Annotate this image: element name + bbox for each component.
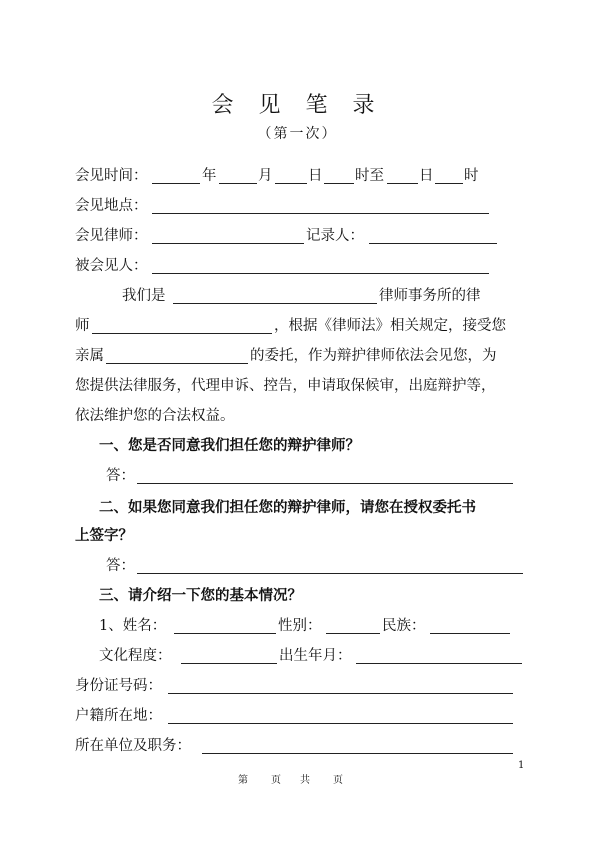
question-1: 一、您是否同意我们担任您的辩护律师？ xyxy=(99,437,360,454)
day-end-label: 日 xyxy=(419,168,434,184)
page-title: 会 见 笔 录 xyxy=(211,93,384,118)
meeting-place-label: 会见地点： xyxy=(75,198,148,214)
answer-2-label: 答： xyxy=(106,558,135,574)
interviewee-label: 被会见人： xyxy=(75,258,148,274)
day-end-blank[interactable] xyxy=(387,183,418,184)
lawyer-blank[interactable] xyxy=(152,243,304,244)
question-2-line2: 上签字？ xyxy=(75,527,133,544)
intro-line2-end: ，根据《律师法》相关规定，接受您 xyxy=(274,318,506,334)
intro-line1-start: 我们是 xyxy=(122,288,166,304)
intro-line2-start: 师 xyxy=(75,318,90,334)
month-blank[interactable] xyxy=(219,183,257,184)
intro-line4: 您提供法律服务，代理申诉、控告，申请取保候审，出庭辩护等， xyxy=(75,378,496,394)
education-label: 文化程度： xyxy=(99,648,172,664)
page-subtitle: （第一次） xyxy=(257,126,338,142)
gender-label: 性别： xyxy=(278,618,322,634)
id-number-label: 身份证号码： xyxy=(75,678,162,694)
answer-1-label: 答： xyxy=(106,468,135,484)
relative-blank[interactable] xyxy=(106,363,248,364)
gender-blank[interactable] xyxy=(326,633,380,634)
question-3: 三、请介绍一下您的基本情况？ xyxy=(99,587,302,604)
interviewee-blank[interactable] xyxy=(152,273,489,274)
month-label: 月 xyxy=(258,168,273,184)
year-blank[interactable] xyxy=(152,183,200,184)
intro-line1-end: 律师事务所的律 xyxy=(379,288,481,304)
footer-ye-1: 页 xyxy=(271,775,281,786)
meeting-place-blank[interactable] xyxy=(152,213,489,214)
intro-line5: 依法维护您的合法权益。 xyxy=(75,408,235,424)
lawyer-label: 会见律师： xyxy=(75,228,148,244)
lawyer-name-blank[interactable] xyxy=(92,333,272,334)
question-2-line1: 二、如果您同意我们担任您的辩护律师，请您在授权委托书 xyxy=(99,499,476,516)
day-blank[interactable] xyxy=(275,183,307,184)
footer-ye-2: 页 xyxy=(333,775,343,786)
recorder-label: 记录人： xyxy=(306,228,364,244)
name-label: 1、姓名： xyxy=(99,618,167,634)
footer-gong: 共 xyxy=(300,775,310,786)
id-number-blank[interactable] xyxy=(168,693,513,694)
intro-line3-end: 的委托，作为辩护律师依法会见您，为 xyxy=(250,348,497,364)
household-blank[interactable] xyxy=(168,723,513,724)
education-blank[interactable] xyxy=(181,663,277,664)
day-label: 日 xyxy=(308,168,323,184)
ethnicity-label: 民族： xyxy=(382,618,426,634)
ethnicity-blank[interactable] xyxy=(430,633,510,634)
page-number: 1 xyxy=(518,760,525,771)
law-firm-blank[interactable] xyxy=(173,303,377,304)
hour-end-label: 时 xyxy=(464,168,479,184)
hour-end-blank[interactable] xyxy=(435,183,463,184)
hour-start-blank[interactable] xyxy=(324,183,354,184)
intro-line3-start: 亲属 xyxy=(75,348,104,364)
birth-label: 出生年月： xyxy=(279,648,352,664)
employer-blank[interactable] xyxy=(202,753,513,754)
recorder-blank[interactable] xyxy=(369,243,497,244)
year-label: 年 xyxy=(202,168,217,184)
household-label: 户籍所在地： xyxy=(75,708,162,724)
employer-label: 所在单位及职务： xyxy=(75,738,191,754)
meeting-time-label: 会见时间： xyxy=(75,168,148,184)
name-blank[interactable] xyxy=(174,633,276,634)
birth-blank[interactable] xyxy=(356,663,522,664)
footer-di: 第 xyxy=(238,775,248,786)
answer-2-blank[interactable] xyxy=(137,573,523,574)
hour-to-label: 时至 xyxy=(355,168,384,184)
answer-1-blank[interactable] xyxy=(137,483,513,484)
